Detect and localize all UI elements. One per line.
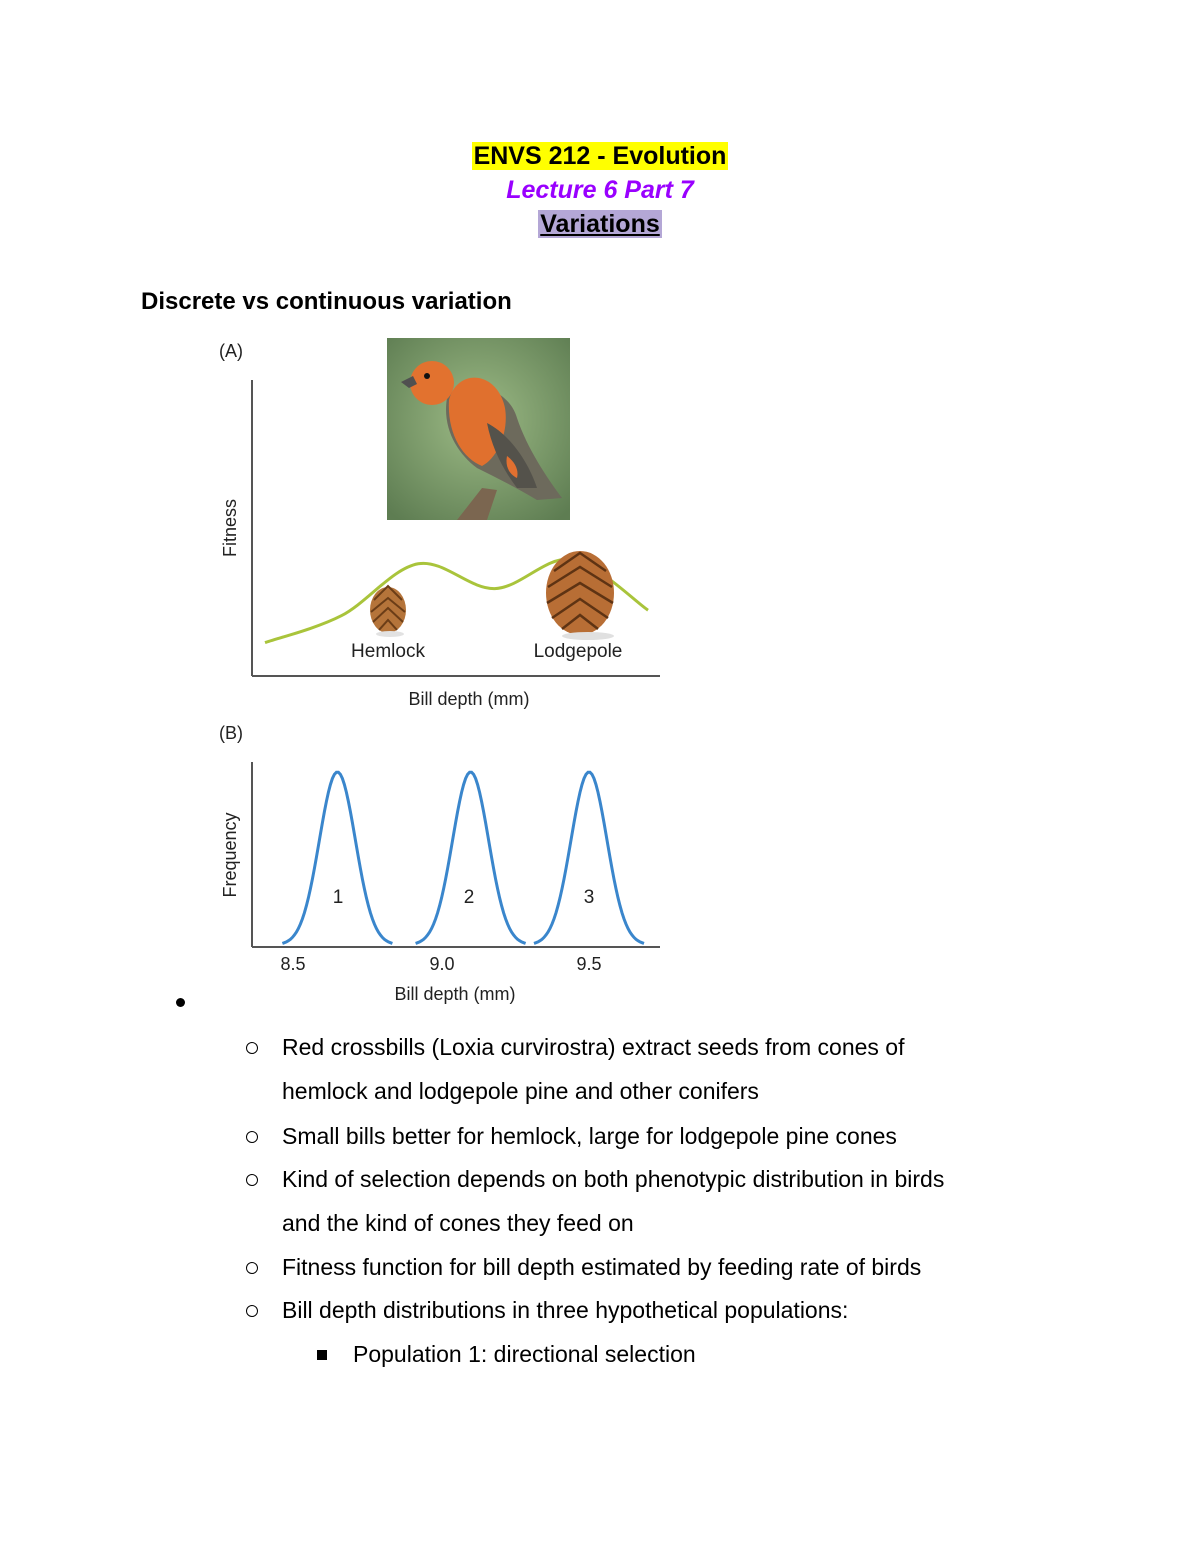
- lodgepole-label: Lodgepole: [533, 641, 623, 662]
- list-item-text: Small bills better for hemlock, large for lodgepole pine cones: [282, 1123, 897, 1149]
- crossbill-photo: [387, 338, 570, 520]
- list-item-text: Red crossbills (Loxia curvirostra) extract seeds from cones of: [282, 1034, 905, 1060]
- sub-list-item-text: Population 1: directional selection: [353, 1341, 696, 1367]
- list-item-text: and the kind of cones they feed on: [282, 1210, 634, 1236]
- section-heading: Discrete vs continuous variation: [141, 288, 512, 315]
- hollow-bullet-icon: [246, 1262, 258, 1274]
- course-title-text: ENVS 212 - Evolution: [473, 142, 727, 170]
- hemlock-label: Hemlock: [351, 641, 425, 662]
- hollow-bullet-icon: [246, 1131, 258, 1143]
- panel-b-xlabel: Bill depth (mm): [394, 984, 516, 1004]
- panel-a-ylabel: Fitness: [220, 498, 240, 558]
- list-item-text: hemlock and lodgepole pine and other conifers: [282, 1078, 759, 1104]
- panel-a-label: (A): [219, 341, 243, 361]
- course-title: [0, 140, 1200, 172]
- panel-a-xlabel: Bill depth (mm): [408, 689, 530, 709]
- x-tick-label: 9.5: [576, 954, 602, 974]
- population-label-2: 2: [463, 887, 475, 908]
- x-tick-label: 9.0: [429, 954, 455, 974]
- population-label-1: 1: [332, 887, 344, 908]
- lodgepole-cone-icon: [546, 551, 614, 640]
- list-bullet-icon: [176, 998, 185, 1007]
- topic-title: [0, 208, 1200, 240]
- hollow-bullet-icon: [246, 1305, 258, 1317]
- population-label-3: 3: [583, 887, 595, 908]
- topic-title-text: Variations: [540, 210, 660, 238]
- panel-b-ylabel: Frequency: [220, 812, 240, 898]
- list-item-text: Bill depth distributions in three hypothetical populations:: [282, 1297, 849, 1323]
- x-tick-label: 8.5: [280, 954, 306, 974]
- frequency-curve-population-2: [416, 772, 526, 943]
- frequency-curve-population-1: [282, 772, 392, 943]
- list-item-text: Fitness function for bill depth estimated by feeding rate of birds: [282, 1254, 922, 1280]
- hollow-bullet-icon: [246, 1174, 258, 1186]
- lecture-title: Lecture 6 Part 7: [506, 176, 694, 204]
- square-bullet-icon: [317, 1350, 327, 1360]
- hemlock-cone-icon: [370, 586, 406, 637]
- list-item-text: Kind of selection depends on both phenotypic distribution in birds: [282, 1166, 945, 1192]
- hollow-bullet-icon: [246, 1042, 258, 1054]
- panel-b-label: (B): [219, 723, 243, 743]
- frequency-curve-population-3: [534, 772, 644, 943]
